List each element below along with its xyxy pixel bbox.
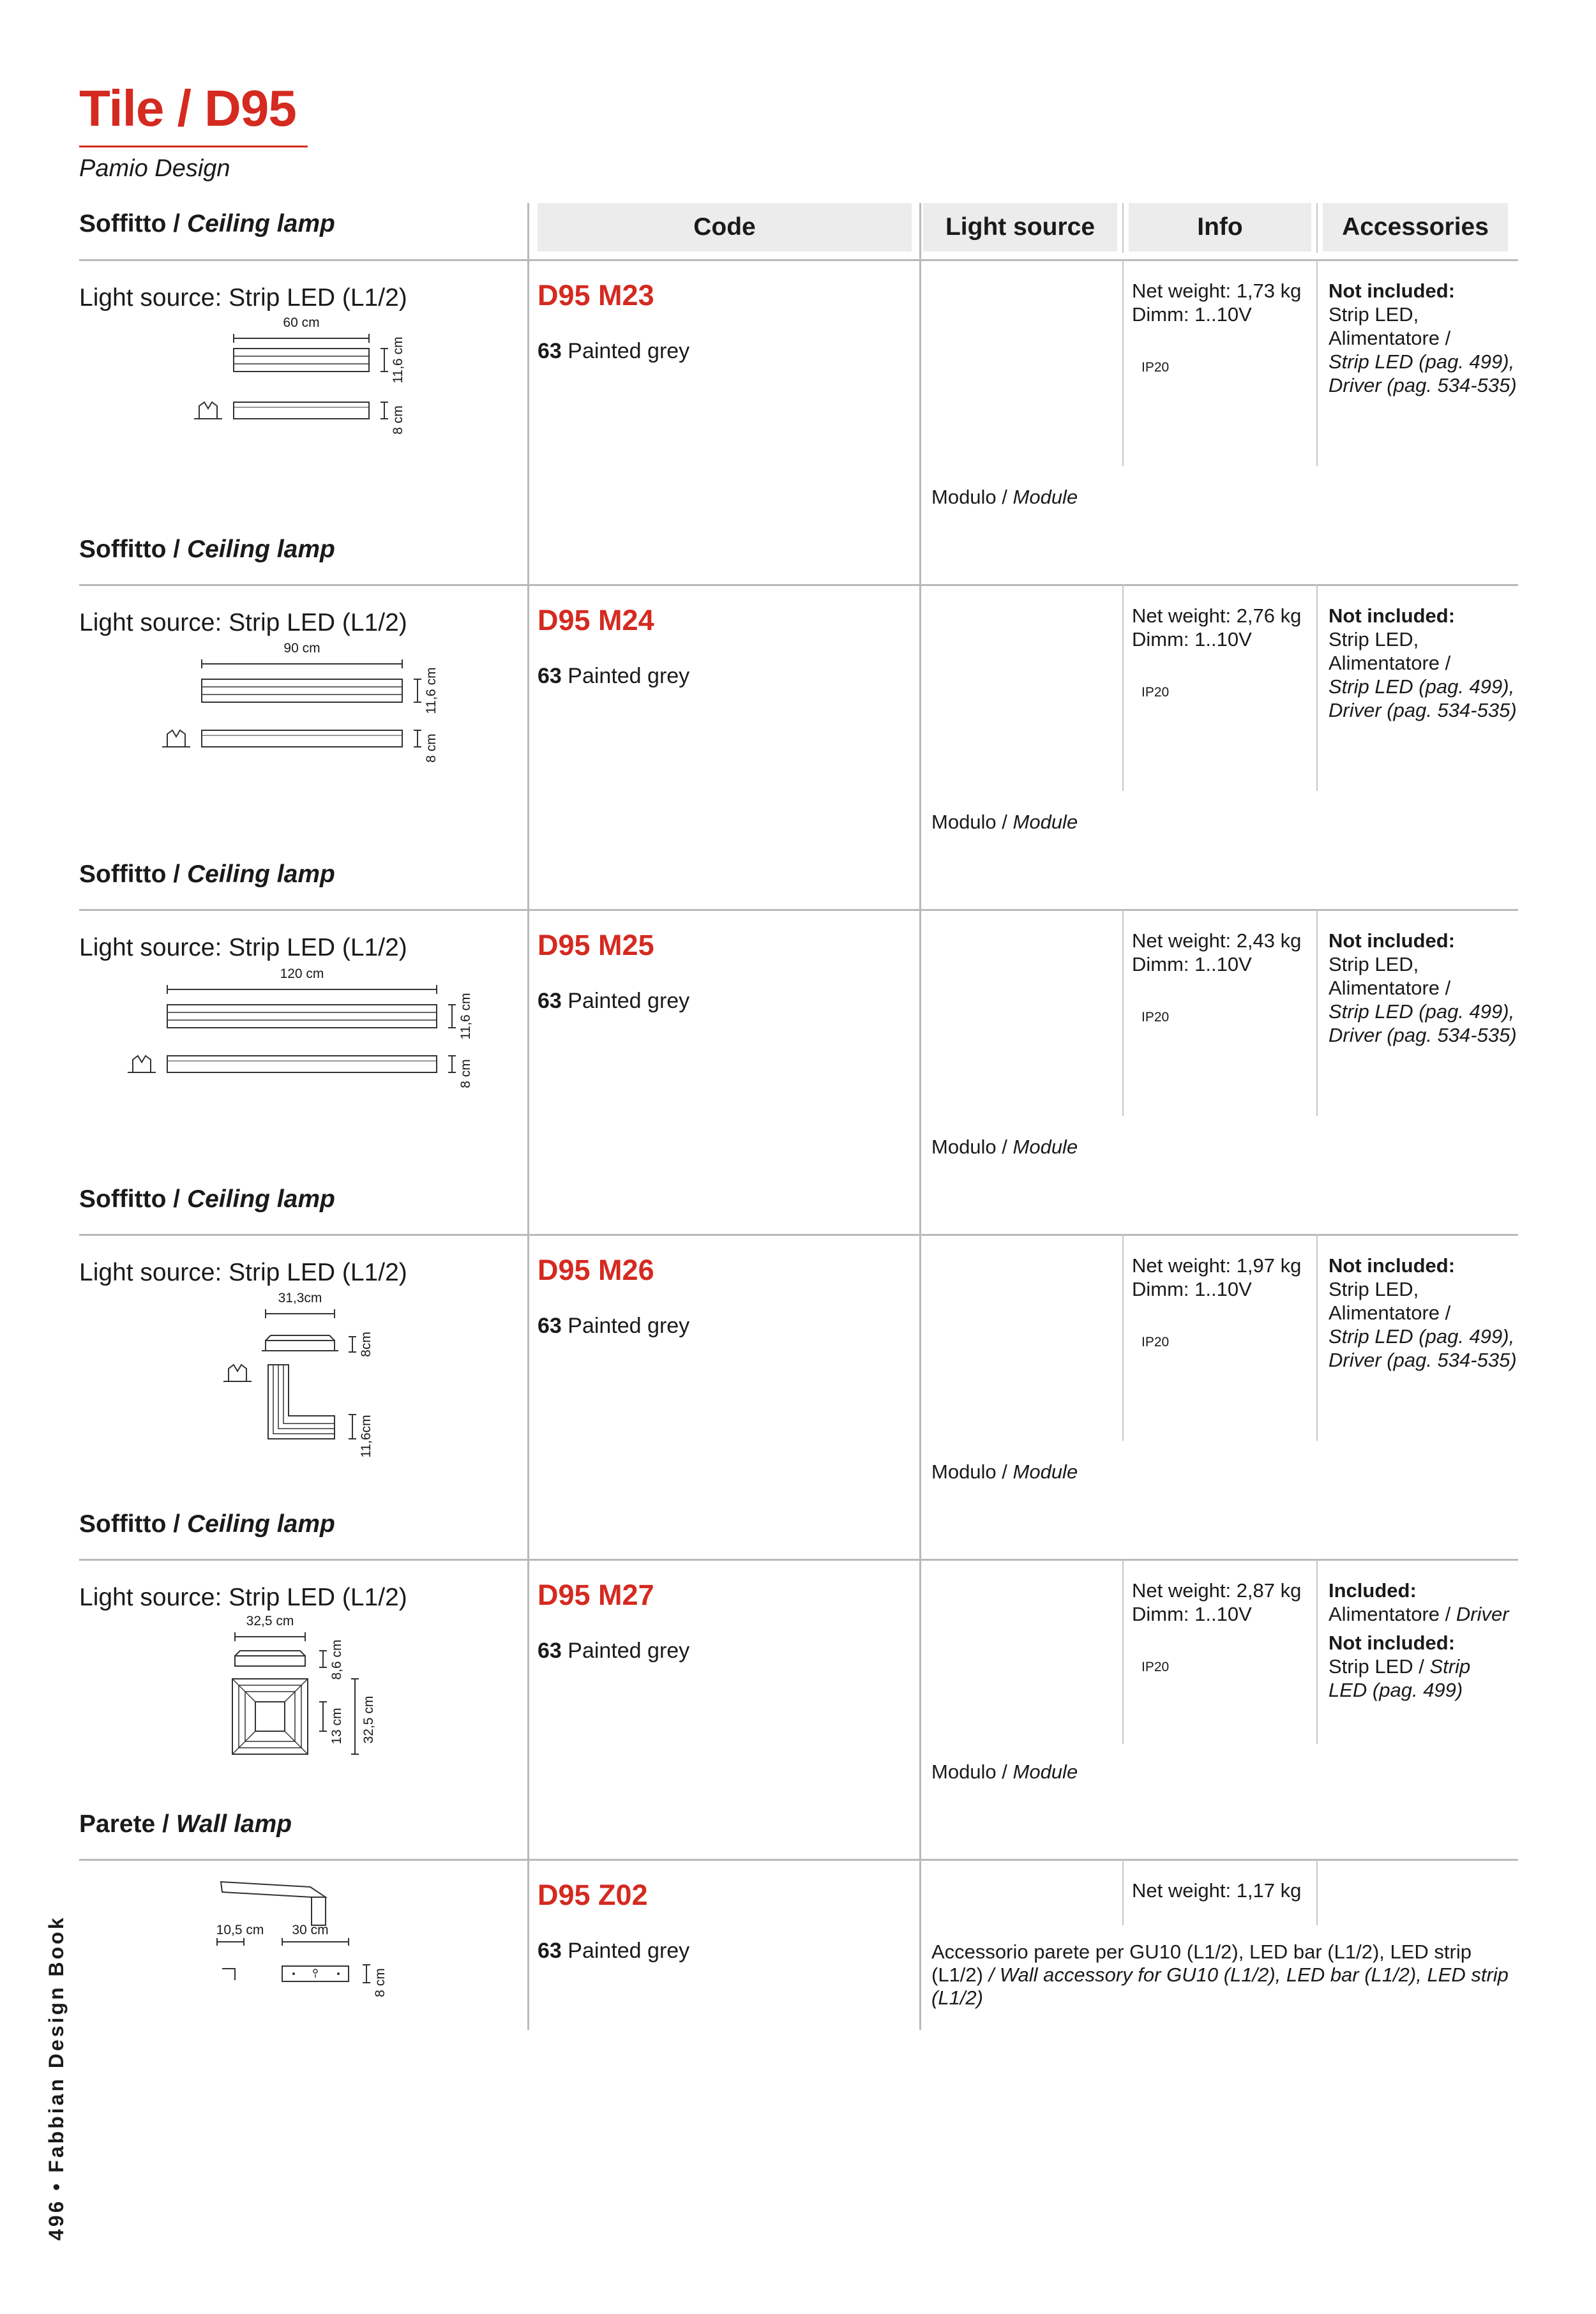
light-source-label: Light source: Strip LED (L1/2) [79,934,407,961]
finish: 63 Painted grey [538,339,690,363]
dim-height: 11,6 cm [391,336,405,384]
dim-inner: 13 cm [329,1708,344,1745]
product-code: D95 M25 [538,929,654,961]
dim-length: 120 cm [280,966,324,981]
dim-height: 11,6cm [359,1415,373,1458]
ip-rating: IP20 [1141,360,1170,375]
designer: Pamio Design [79,155,230,182]
cell-divider [1122,909,1124,1116]
module-label: Modulo / Module [931,1761,1078,1783]
info-cell: Net weight: 2,87 kg Dimm: 1..10V [1132,1579,1302,1625]
column-header-info: Info [1129,203,1311,252]
column-divider [527,203,529,2030]
cell-divider [1316,584,1318,791]
ip-rating: IP20 [1141,1335,1170,1349]
category-label: Soffitto / Ceiling lamp [79,1510,335,1538]
product-drawing [211,1611,402,1777]
finish: 63 Painted grey [538,1639,690,1663]
dim-depth: 8cm [359,1332,373,1357]
info-cell: Net weight: 1,17 kg [1132,1879,1302,1902]
module-label: Modulo / Module [931,1136,1078,1158]
module-label: Modulo / Module [931,1461,1078,1483]
dim-depth: 8,6 cm [329,1639,344,1680]
accessories-cell: Not included: Strip LED, Alimentatore / Strip LED (pag. 499), Driver (pag. 534-535) [1329,1254,1517,1371]
product-drawing [198,1870,415,2011]
product-code: D95 M27 [538,1579,654,1611]
dim-height: 11,6 cm [458,993,473,1040]
dim-length: 60 cm [283,315,320,330]
dim-depth: 8 cm [458,1059,473,1088]
product-code: D95 M24 [538,604,654,636]
cell-divider [1316,259,1318,466]
accessories-cell: Not included: Strip LED, Alimentatore / Strip LED (pag. 499), Driver (pag. 534-535) [1329,605,1517,721]
finish: 63 Painted grey [538,1314,690,1338]
cell-divider [1122,584,1124,791]
category-label: Soffitto / Ceiling lamp [79,860,335,888]
ip-rating: IP20 [1141,685,1170,700]
row-divider [79,584,1518,586]
light-source-label: Light source: Strip LED (L1/2) [79,609,407,636]
product-drawing [217,1288,409,1461]
accessories-cell: Not included: Strip LED, Alimentatore / Strip LED (pag. 499), Driver (pag. 534-535) [1329,929,1517,1046]
dim-height: 8 cm [373,1968,388,1997]
info-cell: Net weight: 1,73 kg Dimm: 1..10V [1132,280,1302,326]
row-divider [79,1559,1518,1561]
cell-divider [1316,1559,1318,1744]
product-drawing [125,964,483,1092]
row-divider [79,1234,1518,1236]
row-divider [79,909,1518,911]
page-title: Tile / D95 [79,80,296,137]
column-divider [919,203,921,2030]
row-divider [79,259,1518,261]
dim-length: 90 cm [283,641,320,656]
dim-depth: 8 cm [424,733,439,763]
page-footer: 496 • Fabbian Design Book [45,1915,68,2241]
category-label: Parete / Wall lamp [79,1810,292,1838]
ip-rating: IP20 [1141,1660,1170,1674]
module-label: Modulo / Module [931,486,1078,508]
light-source-label: Light source: Strip LED (L1/2) [79,284,407,312]
cell-divider [1122,1559,1124,1744]
finish: 63 Painted grey [538,664,690,688]
product-drawing [160,638,439,766]
accessory-description: Accessorio parete per GU10 (L1/2), LED bar (L1/2), LED strip (L1/2) / Wall accessory for GU10 (L1/2), LED bar (L1/2), LED strip (L1/2) [931,1941,1509,2009]
column-divider [1316,203,1318,253]
cell-divider [1122,1859,1124,1925]
dim-length: 32,5 cm [246,1614,294,1628]
dim-depth: 10,5 cm [216,1923,264,1937]
cell-divider [1316,1859,1318,1925]
info-cell: Net weight: 1,97 kg Dimm: 1..10V [1132,1254,1302,1300]
accessories-cell: Included: Alimentatore / Driver Not included: Strip LED / Strip LED (pag. 499) [1329,1579,1509,1701]
dim-length: 31,3cm [278,1291,322,1305]
category-label: Soffitto / Ceiling lamp [79,1185,335,1213]
column-divider [1122,203,1124,253]
accessories-cell: Not included: Strip LED, Alimentatore / Strip LED (pag. 499), Driver (pag. 534-535) [1329,280,1517,396]
cell-divider [1316,909,1318,1116]
cell-divider [1122,259,1124,466]
info-cell: Net weight: 2,43 kg Dimm: 1..10V [1132,929,1302,975]
category-label: Soffitto / Ceiling lamp [79,536,335,563]
product-code: D95 M23 [538,279,654,312]
dim-height: 11,6 cm [424,667,439,714]
title-underline [79,146,308,147]
column-header-code: Code [538,203,912,252]
product-code: D95 M26 [538,1254,654,1286]
light-source-label: Light source: Strip LED (L1/2) [79,1584,407,1611]
finish: 63 Painted grey [538,989,690,1013]
category-label: Soffitto / Ceiling lamp [79,210,335,237]
product-code: D95 Z02 [538,1879,648,1911]
dim-depth: 8 cm [391,405,405,435]
column-header-accessories: Accessories [1323,203,1508,252]
column-header-light-source: Light source [923,203,1117,252]
finish: 63 Painted grey [538,1939,690,1963]
ip-rating: IP20 [1141,1010,1170,1025]
dim-side: 32,5 cm [361,1695,376,1744]
info-cell: Net weight: 2,76 kg Dimm: 1..10V [1132,605,1302,650]
row-divider [79,1859,1518,1861]
cell-divider [1122,1234,1124,1441]
light-source-label: Light source: Strip LED (L1/2) [79,1259,407,1286]
cell-divider [1316,1234,1318,1441]
product-drawing [192,313,405,440]
dim-length: 30 cm [292,1923,329,1937]
module-label: Modulo / Module [931,811,1078,833]
